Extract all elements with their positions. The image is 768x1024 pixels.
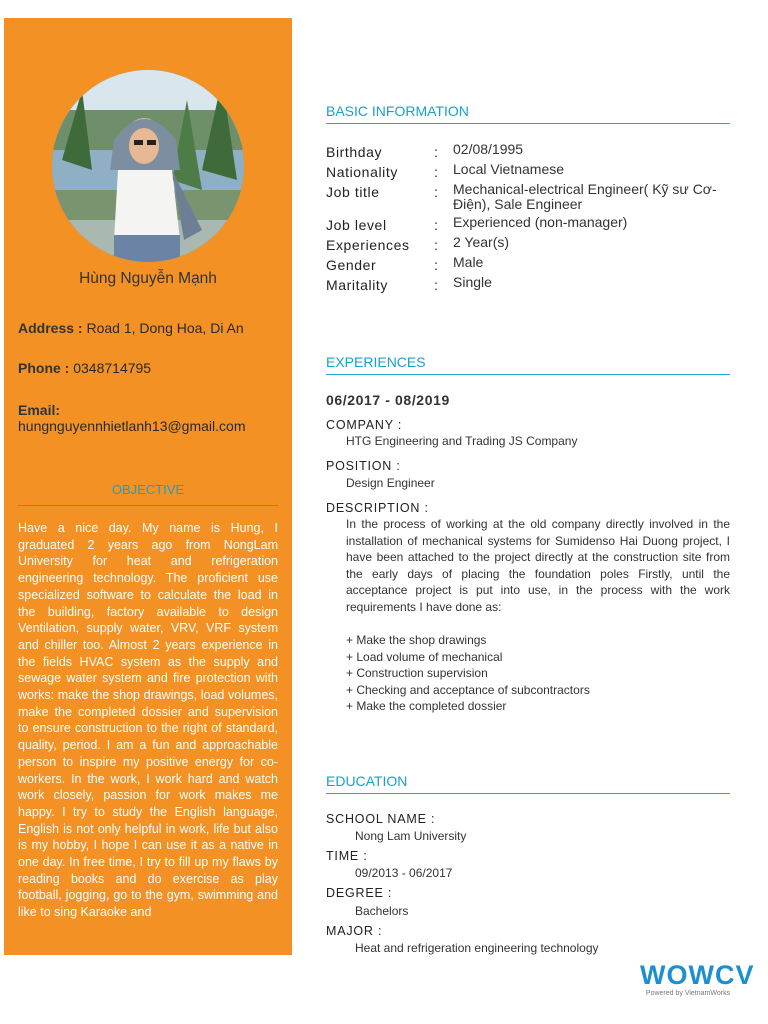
info-value: 02/08/1995 xyxy=(453,141,524,157)
profile-photo xyxy=(52,70,244,262)
degree-label: DEGREE : xyxy=(326,886,393,900)
info-value: Single xyxy=(453,274,492,290)
info-value: Male xyxy=(453,254,484,270)
major-value: Heat and refrigeration engineering technology xyxy=(355,941,599,955)
list-item: + Make the completed dossier xyxy=(346,699,507,713)
experiences-title: EXPERIENCES xyxy=(326,354,730,375)
info-colon: : xyxy=(434,257,438,273)
time-value: 09/2013 - 06/2017 xyxy=(355,866,453,880)
info-label: Gender xyxy=(326,257,377,273)
list-item: + Construction supervision xyxy=(346,666,488,680)
avatar-illustration xyxy=(52,70,244,262)
info-value: Local Vietnamese xyxy=(453,161,565,177)
list-item: + Checking and acceptance of subcontractors xyxy=(346,682,590,697)
info-label: Maritality xyxy=(326,277,389,293)
description-label: DESCRIPTION : xyxy=(326,501,429,515)
job-period: 06/2017 - 08/2019 xyxy=(326,392,450,408)
info-label: Nationality xyxy=(326,164,398,180)
objective-title: OBJECTIVE xyxy=(18,482,278,506)
list-item: + Make the shop drawings xyxy=(346,633,487,647)
school-label: SCHOOL NAME : xyxy=(326,812,436,826)
task-list xyxy=(346,632,730,715)
info-colon: : xyxy=(434,144,438,160)
company-value: HTG Engineering and Trading JS Company xyxy=(346,434,578,448)
candidate-name: Hùng Nguyễn Mạnh xyxy=(79,270,217,287)
info-colon: : xyxy=(434,277,438,293)
info-label: Experiences xyxy=(326,237,410,253)
logo-text: WOWCV xyxy=(640,960,755,990)
school-value: Nong Lam University xyxy=(355,829,467,843)
major-label: MAJOR : xyxy=(326,924,383,938)
email-line xyxy=(18,402,284,434)
sidebar xyxy=(4,18,292,955)
phone-line xyxy=(18,360,284,376)
info-value: Experienced (non-manager) xyxy=(453,214,628,230)
time-label: TIME : xyxy=(326,849,368,863)
info-colon: : xyxy=(434,237,438,253)
address-value: Road 1, Dong Hoa, Di An xyxy=(86,320,244,336)
info-label: Job title xyxy=(326,184,380,200)
objective-text: Have a nice day. My name is Hung, I graduated 2 years ago from NongLam University for heat and refrigeration engineering technology. The proficient use specialized software to calculate the load in the building, factory available to design Ventilation, supply water, VRV, VRF system and chiller too. Almost 2 years experience in the fields HVAC system as the supply and sewage water system and fire protection with works: make the shop drawings, load volumes, make the completed dossier and supervision to ensure construction to the right of standard, quality, period. I am a fun and approachable person to inspire my positive energy for co-workers. In the work, I work hard and watch work closely, passion for work makes me happy. I try to study the English language, English is not only helpful in work, life but also is my hobby, I hope I can use it as a native in one day. In free time, I try to fill up my flaws by reading books and do exercise as play football, jogging, go to the gym, swimming and like to sing Karaoke and xyxy=(18,521,278,920)
company-label: COMPANY : xyxy=(326,418,403,432)
info-colon: : xyxy=(434,217,438,233)
phone-label: Phone : xyxy=(18,360,70,376)
description-text: In the process of working at the old company directly involved in the installation of mechanical systems for Sumidenso Hai Duong project, I have been attached to the project directly at the construction site from the early days of placing the foundation poles Firstly, until the acceptance project is put into use, in the process with the work requirements I have done as: xyxy=(346,517,730,614)
info-label: Job level xyxy=(326,217,387,233)
powered-by-text: Powered by VietnamWorks xyxy=(645,990,731,997)
list-item: + Load volume of mechanical xyxy=(346,649,503,664)
info-value: Mechanical-electrical Engineer( Kỹ sư Cơ-Điện), Sale Engineer xyxy=(453,181,717,212)
info-colon: : xyxy=(434,164,438,180)
position-label: POSITION : xyxy=(326,459,401,473)
info-label: Birthday xyxy=(326,144,383,160)
phone-value: 0348714795 xyxy=(73,360,152,376)
info-colon: : xyxy=(434,184,438,200)
degree-value: Bachelors xyxy=(355,904,409,918)
email-label: Email: xyxy=(18,402,61,418)
wowcv-logo xyxy=(640,960,755,999)
basic-info-title: BASIC INFORMATION xyxy=(326,103,730,124)
email-value: hungnguyennhietlanh13@gmail.com xyxy=(18,418,246,434)
position-value: Design Engineer xyxy=(346,476,435,490)
education-title: EDUCATION xyxy=(326,773,730,794)
address-line xyxy=(18,320,284,336)
address-label: Address : xyxy=(18,320,83,336)
info-value: 2 Year(s) xyxy=(453,234,510,250)
